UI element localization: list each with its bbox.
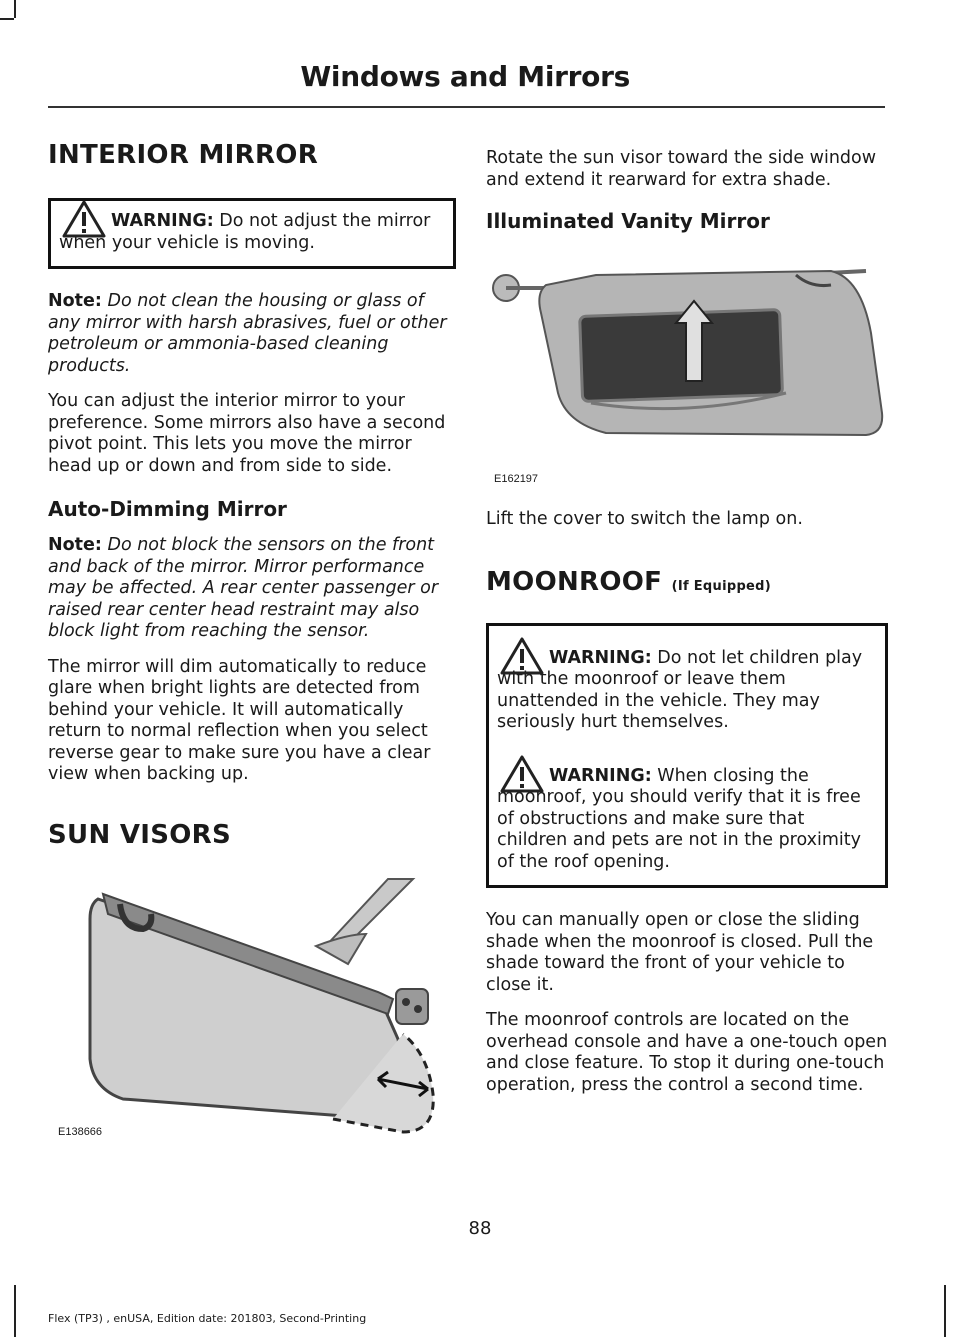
warning-triangle-icon <box>499 636 545 676</box>
right-column <box>486 148 888 1110</box>
note-paragraph <box>48 535 456 643</box>
moonroof-heading-text: MOONROOF <box>486 566 663 597</box>
crop-mark <box>0 18 14 20</box>
page-header-title: Windows and Mirrors <box>300 60 630 93</box>
interior-mirror-heading: INTERIOR MIRROR <box>48 140 319 170</box>
header-divider <box>48 106 885 108</box>
warning-box <box>48 198 456 269</box>
warning-box <box>486 623 888 889</box>
note-paragraph <box>48 291 456 377</box>
warning-label: WARNING: <box>549 647 652 668</box>
crop-mark <box>14 0 16 18</box>
vanity-mirror-figure <box>486 253 888 493</box>
note-label: Note: <box>48 535 102 555</box>
sun-visor-figure <box>48 874 456 1149</box>
left-column <box>48 140 456 1149</box>
note-text: Do not block the sensors on the front and back of the mirror. Mirror performance may be affected. A rear center passenger or raised rear center head restraint may also block light from reaching the sensor. <box>48 535 439 641</box>
warning-triangle-icon <box>61 199 107 239</box>
figure-code: E162197 <box>494 473 539 485</box>
moonroof-heading <box>486 567 888 597</box>
crop-mark <box>14 1285 16 1337</box>
sun-visors-heading: SUN VISORS <box>48 819 232 850</box>
vanity-mirror-illustration <box>486 253 888 473</box>
vanity-mirror-body: Lift the cover to switch the lamp on. <box>486 509 803 529</box>
warning-paragraph <box>497 648 877 734</box>
warning-paragraph <box>497 766 877 874</box>
warning-paragraph <box>59 211 445 254</box>
moonroof-body-2: The moonroof controls are located on the overhead console and have a one-touch open and close feature. To stop it during one-touch operation, press the control a second time. <box>486 1010 888 1095</box>
moonroof-body-1: You can manually open or close the sliding shade when the moonroof is closed. Pull the shade toward the front of your vehicle to close it. <box>486 910 874 995</box>
note-label: Note: <box>48 291 102 311</box>
warning-label: WARNING: <box>111 211 214 231</box>
crop-mark <box>944 1285 946 1337</box>
page-number: 88 <box>468 1218 492 1239</box>
interior-mirror-body: You can adjust the interior mirror to your preference. Some mirrors also have a second pivot point. This lets you move the mirror head up or down and from side to side. <box>48 391 446 476</box>
note-text: Do not clean the housing or glass of any mirror with harsh abrasives, fuel or other petroleum or ammonia-based cleaning products. <box>48 291 447 376</box>
sun-visor-illustration <box>48 874 456 1149</box>
warning-label: WARNING: <box>549 765 652 786</box>
vanity-mirror-heading: Illuminated Vanity Mirror <box>486 209 770 233</box>
warning-text: Do not let children play with the moonroof or leave them unattended in the vehicle. They may seriously hurt themselves. <box>497 647 863 732</box>
warning-text: When closing the moonroof, you should verify that it is free of obstructions and make sure that children and pets are not in the proximity of the roof opening. <box>497 765 861 872</box>
figure-code: E138666 <box>58 1125 103 1138</box>
auto-dimming-heading: Auto-Dimming Mirror <box>48 497 287 521</box>
moonroof-qualifier: (If Equipped) <box>671 578 772 594</box>
sun-visor-text: Rotate the sun visor toward the side window and extend it rearward for extra shade. <box>486 148 877 190</box>
warning-triangle-icon <box>499 754 545 794</box>
page-footer: Flex (TP3) , enUSA, Edition date: 201803, Second-Printing <box>48 1312 367 1325</box>
warning-text: Do not adjust the mirror when your vehicle is moving. <box>59 211 431 253</box>
auto-dimming-body: The mirror will dim automatically to reduce glare when bright lights are detected from behind your vehicle. It will automatically return to normal reflection when you select reverse gear to make sure you have a clear view when backing up. <box>48 656 431 784</box>
